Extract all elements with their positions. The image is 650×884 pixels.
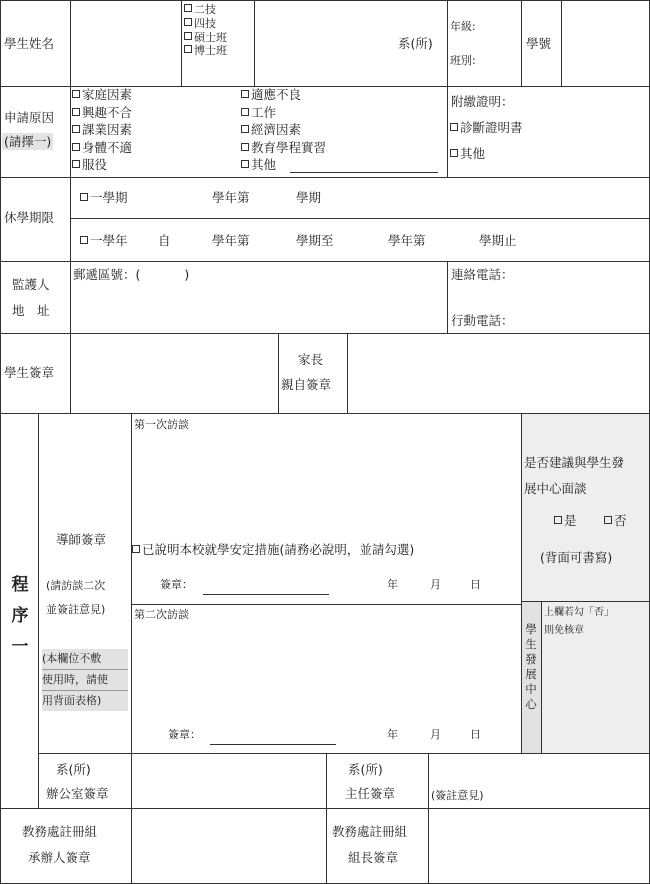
reason-label: 申請原因 <box>4 110 55 125</box>
procedure-char: 一 <box>11 637 29 657</box>
address-field[interactable] <box>71 288 446 332</box>
procedure-char: 程 <box>11 575 29 595</box>
attach-option[interactable]: 其他 <box>450 146 485 162</box>
dept-head-label: 系(所) <box>348 762 383 777</box>
suggest-label-2: 展中心面談 <box>524 481 587 496</box>
reason-option[interactable]: 教育學程實習 <box>241 139 326 157</box>
period-semester-label: 學期 <box>296 190 322 205</box>
dept-label: 系(所) <box>398 36 433 51</box>
date-day: 日 <box>470 578 481 591</box>
reasons-right <box>241 86 326 174</box>
period-label: 休學期限 <box>4 210 55 225</box>
parent-sig-label: 家長 <box>298 352 324 367</box>
center-note: 上欄若勾「否」 <box>544 607 614 618</box>
reg-staff-sig-field[interactable] <box>132 809 325 882</box>
procedure-char: 序 <box>11 606 29 626</box>
tutor-sig-label: 導師簽章 <box>56 532 107 547</box>
student-sig-field[interactable] <box>71 334 277 412</box>
center-char: 生 <box>525 637 537 651</box>
guardian-label: 監護人 <box>12 277 50 292</box>
center-vertical-label <box>524 622 538 712</box>
suggest-yes[interactable]: 是 <box>554 513 577 529</box>
suggest-label: 是否建議與學生發 <box>524 455 625 470</box>
visit1-notes-field[interactable] <box>132 436 520 536</box>
other-reason-line[interactable] <box>290 172 438 173</box>
reason-hint: (請擇一) <box>4 134 52 149</box>
sig-line[interactable] <box>203 594 329 595</box>
back-note: (背面可書寫) <box>540 550 613 565</box>
center-char: 發 <box>525 652 537 666</box>
reg-chief-label-2: 組長簽章 <box>348 850 399 865</box>
date-year: 年 <box>387 578 398 591</box>
student-name-field[interactable] <box>71 1 180 85</box>
reason-option[interactable]: 服役 <box>72 156 132 174</box>
program-option[interactable]: 四技 <box>184 17 227 31</box>
period-year-label: 學年第 <box>212 190 250 205</box>
period-end-label: 學期止 <box>479 233 517 248</box>
tutor-note-2: 並簽註意見) <box>46 603 106 616</box>
center-sig-field[interactable] <box>542 644 648 752</box>
period-year-label: 學年第 <box>388 233 426 248</box>
class-label: 班別: <box>450 54 476 67</box>
sig-label: 簽章： <box>160 578 193 591</box>
postal-label: 郵遞區號：( ) <box>73 267 190 282</box>
suggest-no[interactable]: 否 <box>604 513 627 529</box>
tutor-box-line: (本欄位不敷 <box>42 649 128 670</box>
sig-line[interactable] <box>210 744 336 745</box>
program-option[interactable]: 碩士班 <box>184 31 227 45</box>
student-sig-label: 學生簽章 <box>4 365 55 380</box>
date-day: 日 <box>470 728 481 741</box>
reg-staff-label-2: 承辦人簽章 <box>28 850 91 865</box>
reasons-left <box>72 86 132 174</box>
sig-label: 簽章： <box>168 728 201 741</box>
reg-staff-label: 教務處註冊組 <box>22 824 98 839</box>
reg-chief-sig-field[interactable] <box>429 809 648 882</box>
period-from-label: 自 <box>158 233 171 248</box>
grade-label: 年級: <box>450 20 476 33</box>
attach-option[interactable]: 診斷證明書 <box>450 120 523 136</box>
dept-office-label: 系(所) <box>56 762 91 777</box>
reason-option[interactable]: 家庭因素 <box>72 86 132 104</box>
dept-office-label-2: 辦公室簽章 <box>46 786 109 801</box>
mobile-label: 行動電話： <box>451 313 514 328</box>
student-name-label: 學生姓名 <box>4 36 55 51</box>
visit1-label: 第一次訪談 <box>134 418 189 431</box>
center-char: 學 <box>525 622 537 636</box>
student-id-label: 學號 <box>526 36 552 51</box>
parent-sig-field[interactable] <box>348 334 648 412</box>
center-char: 展 <box>525 667 537 681</box>
program-options <box>184 3 227 58</box>
dept-office-sig-field[interactable] <box>132 754 325 807</box>
reason-option[interactable]: 經濟因素 <box>241 121 326 139</box>
reason-option[interactable]: 工作 <box>241 104 326 122</box>
reason-option[interactable]: 興趣不合 <box>72 104 132 122</box>
program-option[interactable]: 博士班 <box>184 44 227 58</box>
date-month: 月 <box>430 728 441 741</box>
dept-head-label-2: 主任簽章 <box>345 786 396 801</box>
parent-sig-label-2: 親自簽章 <box>281 377 332 392</box>
period-one-year[interactable]: 一學年 <box>80 233 128 249</box>
dept-head-sig-field[interactable] <box>429 754 648 807</box>
reason-option[interactable]: 其他 <box>241 156 326 174</box>
reg-chief-label: 教務處註冊組 <box>332 824 408 839</box>
center-note-2: 則免核章 <box>544 625 584 636</box>
period-one-semester[interactable]: 一學期 <box>80 190 128 206</box>
visit2-label: 第二次訪談 <box>134 608 189 621</box>
center-char: 心 <box>525 697 537 711</box>
date-month: 月 <box>430 578 441 591</box>
center-char: 中 <box>525 682 537 696</box>
program-option[interactable]: 二技 <box>184 3 227 17</box>
sign-opinion-label: (簽註意見) <box>431 789 484 802</box>
date-year: 年 <box>387 728 398 741</box>
student-id-field[interactable] <box>562 1 648 85</box>
tutor-note: (請訪談二次 <box>46 579 106 592</box>
reason-option[interactable]: 課業因素 <box>72 121 132 139</box>
visit2-notes-field[interactable] <box>132 626 520 718</box>
explained-checkbox[interactable]: 已說明本校就學安定措施(請務必說明，並請勾選) <box>132 542 414 558</box>
tutor-box-line: 用背面表格) <box>42 691 128 711</box>
procedure-title <box>10 570 30 657</box>
attach-title: 附繳證明： <box>451 94 514 109</box>
period-year-label: 學年第 <box>212 233 250 248</box>
reason-option[interactable]: 適應不良 <box>241 86 326 104</box>
reason-option[interactable]: 身體不適 <box>72 139 132 157</box>
tutor-box-line: 使用時，請使 <box>42 670 128 691</box>
tutor-box-note <box>42 649 128 711</box>
period-to-label: 學期至 <box>296 233 334 248</box>
suggest-shade <box>521 413 649 601</box>
phone-label: 連絡電話： <box>451 267 514 282</box>
address-label: 地 址 <box>12 303 50 318</box>
